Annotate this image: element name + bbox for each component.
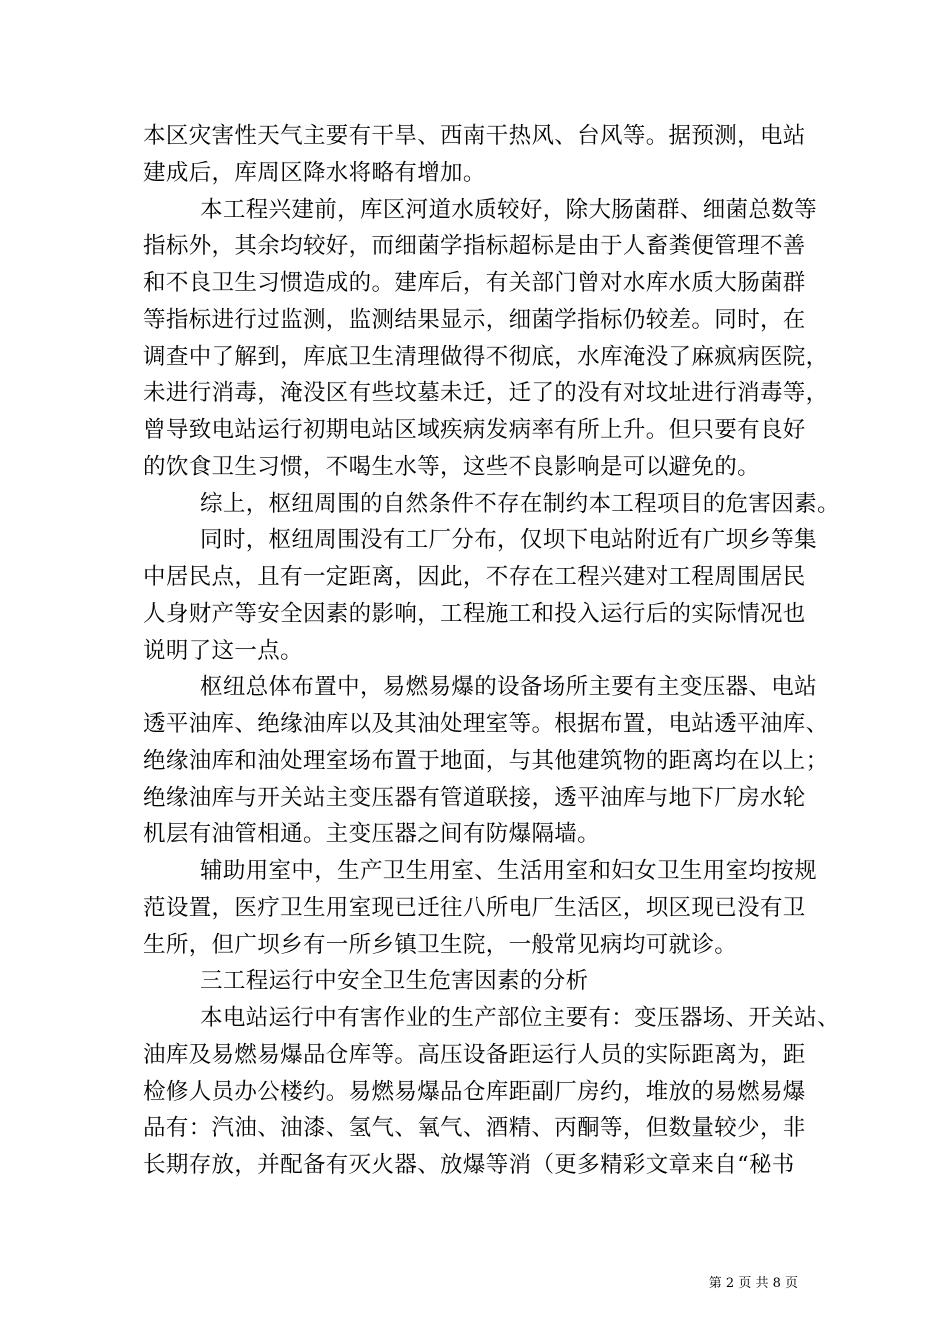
section-heading: 三工程运行中安全卫生危害因素的分析 (200, 968, 589, 995)
text-line: 绝缘油库和油处理室场布置于地面，与其他建筑物的距离均在以上； (143, 747, 829, 774)
text-line: 的饮食卫生习惯，不喝生水等，这些不良影响是可以避免的。 (143, 453, 760, 480)
text-line: 建成后，库周区降水将略有增加。 (143, 159, 486, 186)
text-line: 说明了这一点。 (143, 637, 303, 664)
text-line: 和不良卫生习惯造成的。建库后，有关部门曾对水库水质大肠菌群 (143, 270, 806, 296)
text-line: 中居民点，且有一定距离，因此，不存在工程兴建对工程周围居民 (143, 564, 806, 590)
text-line: 本电站运行中有害作业的生产部位主要有：变压器场、开关站、 (200, 1005, 840, 1031)
text-line: 生所，但广坝乡有一所乡镇卫生院，一般常见病均可就诊。 (143, 931, 738, 958)
text-line: 检修人员办公楼约。易燃易爆品仓库距副厂房约，堆放的易燃易爆 (143, 1078, 806, 1105)
text-line: 油库及易燃易爆品仓库等。高压设备距运行人员的实际距离为，距 (143, 1041, 806, 1068)
body-text (143, 118, 840, 1184)
text-line: 未进行消毒，淹没区有些坟墓未迁，迁了的没有对坟址进行消毒等， (143, 380, 829, 407)
text-line: 指标外，其余均较好，而细菌学指标超标是由于人畜粪便管理不善 (143, 233, 806, 260)
text-line: 本区灾害性天气主要有干旱、西南干热风、台风等。据预测，电站 (143, 123, 806, 149)
page-number: 第 2 页 共 8 页 (708, 1276, 798, 1291)
text-line: 绝缘油库与开关站主变压器有管道联接，透平油库与地下厂房水轮 (143, 784, 806, 811)
text-line: 长期存放，并配备有灭火器、放爆等消（更多精彩文章来自“秘书 (143, 1152, 795, 1178)
text-line: 辅助用室中，生产卫生用室、生活用室和妇女卫生用室均按规 (200, 858, 817, 884)
text-line: 等指标进行过监测，监测结果显示，细菌学指标仍较差。同时，在 (143, 306, 806, 333)
text-line: 综上，枢纽周围的自然条件不存在制约本工程项目的危害因素。 (200, 490, 840, 517)
text-line: 人身财产等安全因素的影响，工程施工和投入运行后的实际情况也 (143, 600, 806, 627)
text-line: 范设置，医疗卫生用室现已迁往八所电厂生活区，坝区现已没有卫 (143, 894, 806, 921)
text-line: 调查中了解到，库底卫生清理做得不彻底，水库淹没了麻疯病医院， (143, 343, 829, 370)
text-line: 透平油库、绝缘油库以及其油处理室等。根据布置，电站透平油库、 (143, 711, 829, 737)
text-line: 同时，枢纽周围没有工厂分布，仅坝下电站附近有广坝乡等集 (200, 527, 817, 554)
text-line: 曾导致电站运行初期电站区域疾病发病率有所上升。但只要有良好 (143, 417, 806, 443)
text-line: 枢纽总体布置中，易燃易爆的设备场所主要有主变压器、电站 (200, 674, 817, 701)
text-line: 品有：汽油、油漆、氢气、氧气、酒精、丙酮等，但数量较少，非 (143, 1115, 806, 1142)
text-line: 本工程兴建前，库区河道水质较好，除大肠菌群、细菌总数等 (200, 196, 817, 223)
text-line: 机层有油管相通。主变压器之间有防爆隔墙。 (143, 821, 601, 848)
